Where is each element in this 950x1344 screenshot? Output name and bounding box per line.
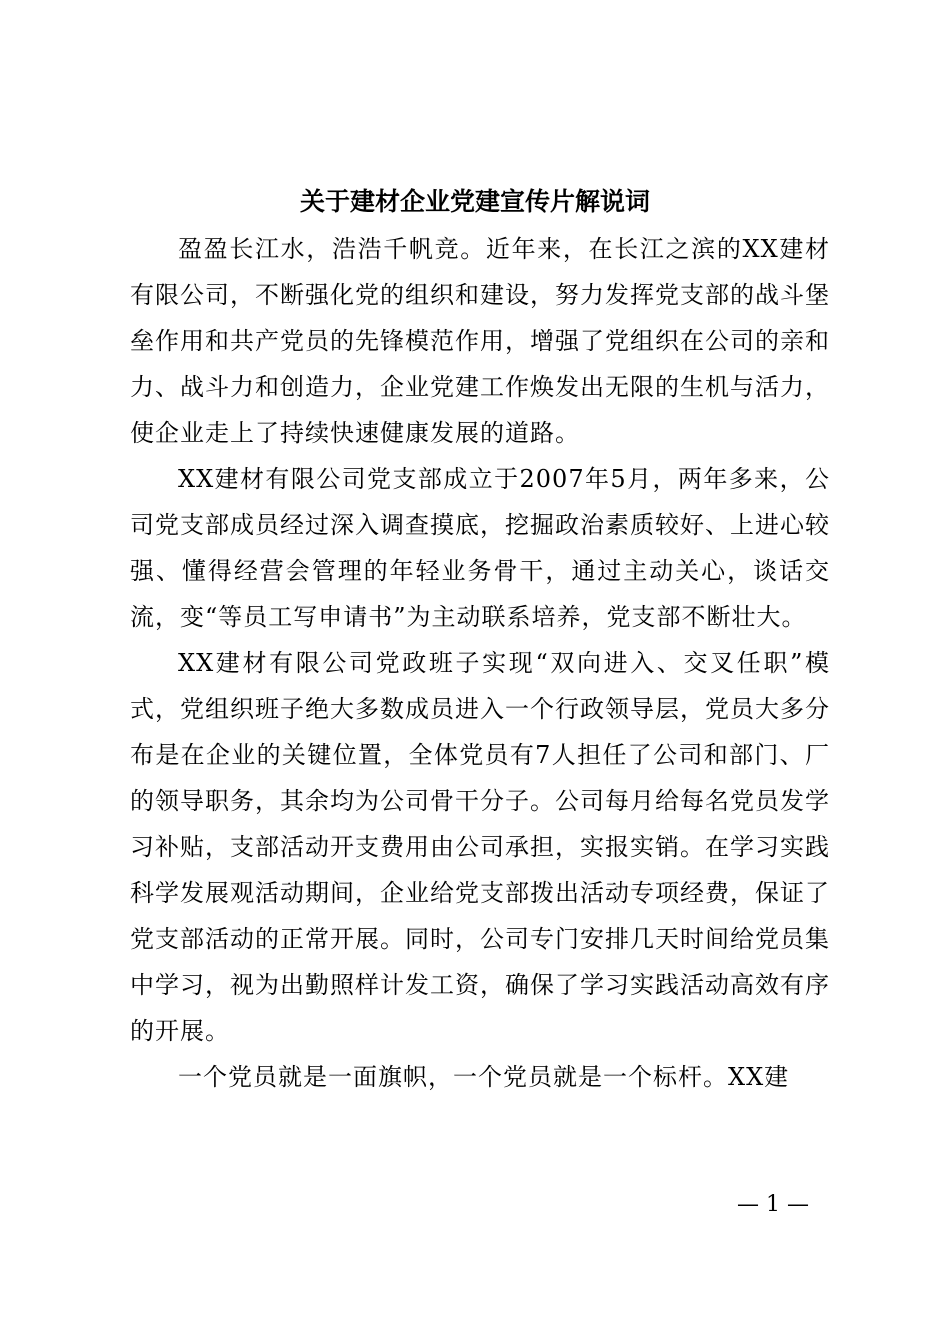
paragraph-2: XX建材有限公司党支部成立于2007年5月，两年多来，公司党支部成员经过深入调查摸底，挖掘政治素质较好、上进心较强、懂得经营会管理的年轻业务骨干，通过主动关心，谈话交流，变“等员工写申请书”为主动联系培养，党支部不断壮大。 xyxy=(130,465,830,631)
page-number: — 1 — xyxy=(737,1192,809,1217)
paragraph-4: 一个党员就是一面旗帜，一个党员就是一个标杆。XX建 xyxy=(178,1063,790,1091)
paragraph-3: XX建材有限公司党政班子实现“双向进入、交叉任职”模式，党组织班子绝大多数成员进入一个行政领导层，党员大多分布是在企业的关键位置，全体党员有7人担任了公司和部门、厂的领导职务，其余均为公司骨干分子。公司每月给每名党员发学习补贴，支部活动开支费用由公司承担，实报实销。在学习实践科学发展观活动期间，企业给党支部拨出活动专项经费，保证了党支部活动的正常开展。同时，公司专门安排几天时间给党员集中学习，视为出勤照样计发工资，确保了学习实践活动高效有序的开展。 xyxy=(130,649,830,1045)
paragraph-1: 盈盈长江水，浩浩千帆竞。近年来，在长江之滨的XX建材有限公司，不断强化党的组织和建设，努力发挥党支部的战斗堡垒作用和共产党员的先锋模范作用，增强了党组织在公司的亲和力、战斗力和创造力，企业党建工作焕发出无限的生机与活力，使企业走上了持续快速健康发展的道路。 xyxy=(130,235,830,447)
document-title: 关于建材企业党建宣传片解说词 xyxy=(299,187,650,216)
document-body xyxy=(130,226,830,1100)
